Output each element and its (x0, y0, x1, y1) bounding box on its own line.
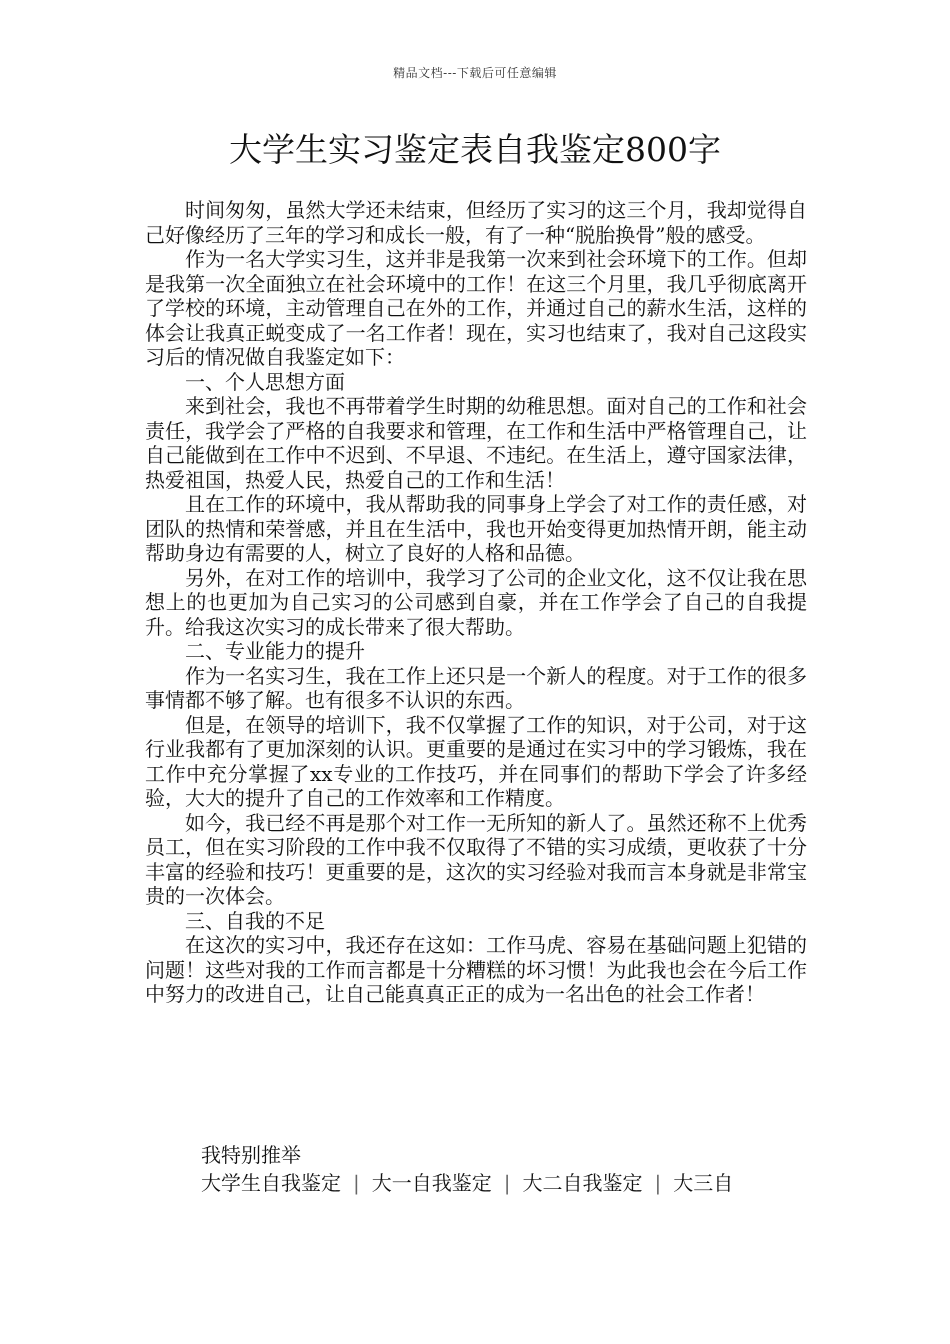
paragraph-skills-3: 如今，我已经不再是那个对工作一无所知的新人了。虽然还称不上优秀员工，但在实习阶段的工作中我不仅取得了不错的实习成绩，更收获了十分丰富的经验和技巧！更重要的是，这次的实习经验对我而言本身就是非常宝贵的一次体会。 (145, 810, 807, 908)
paragraph-thought-3: 另外，在对工作的培训中，我学习了公司的企业文化，这不仅让我在思想上的也更加为自己实习的公司感到自豪，并在工作学会了自己的自我提升。给我这次实习的成长带来了很大帮助。 (145, 565, 807, 639)
document-title: 大学生实习鉴定表自我鉴定800字 (229, 130, 721, 169)
paragraph-thought-1: 来到社会，我也不再带着学生时期的幼稚思想。面对自己的工作和社会责任，我学会了严格的自我要求和管理，在工作和生活中严格管理自己，让自己能做到在工作中不迟到、不早退、不违纪。在生活上，遵守国家法律，热爱祖国，热爱人民，热爱自己的工作和生活！ (145, 394, 807, 492)
recommend-link-junior[interactable]: 大三自 (673, 1171, 734, 1195)
paragraph-skills-1: 作为一名实习生，我在工作上还只是一个新人的程度。对于工作的很多事情都不够了解。也有很多不认识的东西。 (145, 663, 807, 712)
page-header-note: 精品文档---下载后可任意编辑 (393, 66, 557, 80)
document-body (145, 198, 807, 1007)
paragraph-background: 作为一名大学实习生，这并非是我第一次来到社会环境下的工作。但却是我第一次全面独立在社会环境中的工作！在这三个月里，我几乎彻底离开了学校的环境，主动管理自己在外的工作，并通过自己的薪水生活，这样的体会让我真正蜕变成了一名工作者！现在，实习也结束了，我对自己这段实习后的情况做自我鉴定如下： (145, 247, 807, 369)
recommend-link-college[interactable]: 大学生自我鉴定 (201, 1171, 341, 1195)
link-separator: | (654, 1171, 662, 1195)
section-heading-skills: 二、专业能力的提升 (185, 639, 365, 663)
recommend-link-freshman[interactable]: 大一自我鉴定 (371, 1171, 492, 1195)
section-heading-shortcomings: 三、自我的不足 (185, 908, 325, 933)
paragraph-intro: 时间匆匆，虽然大学还未结束，但经历了实习的这三个月，我却觉得自己好像经历了三年的学习和成长一般，有了一种“脱胎换骨”般的感受。 (145, 198, 807, 247)
recommend-link-sophomore[interactable]: 大二自我鉴定 (522, 1171, 643, 1195)
section-heading-thought: 一、个人思想方面 (185, 369, 345, 394)
link-separator: | (353, 1171, 360, 1195)
recommend-links (201, 1169, 821, 1197)
paragraph-thought-2: 且在工作的环境中，我从帮助我的同事身上学会了对工作的责任感，对团队的热情和荣誉感，并且在生活中，我也开始变得更加热情开朗，能主动帮助身边有需要的人，树立了良好的人格和品德。 (145, 492, 807, 565)
recommend-section (201, 1141, 821, 1197)
link-separator: | (503, 1171, 511, 1195)
recommend-heading: 我特别推举 (201, 1143, 301, 1167)
paragraph-skills-2: 但是，在领导的培训下，我不仅掌握了工作的知识，对于公司，对于这行业我都有了更加深刻的认识。更重要的是通过在实习中的学习锻炼，我在工作中充分掌握了xx专业的工作技巧，并在同事们的帮助下学会了许多经验，大大的提升了自己的工作效率和工作精度。 (145, 712, 807, 810)
paragraph-shortcomings: 在这次的实习中，我还存在这如：工作马虎、容易在基础问题上犯错的问题！这些对我的工作而言都是十分糟糕的坏习惯！为此我也会在今后工作中努力的改进自己，让自己能真真正正的成为一名出色的社会工作者！ (145, 933, 807, 1006)
